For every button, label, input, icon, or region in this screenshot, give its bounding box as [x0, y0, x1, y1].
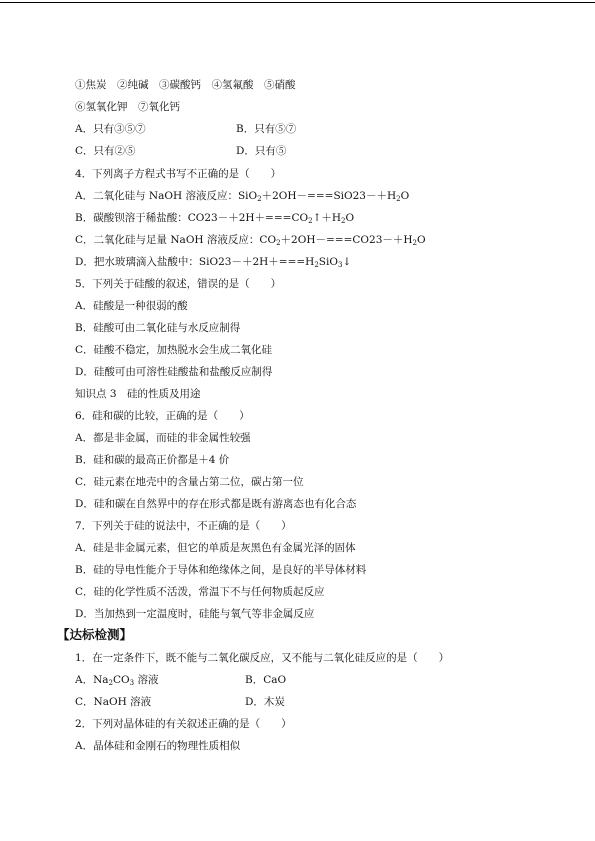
substance-list-line-1: ①焦炭 ②纯碱 ③碳酸钙 ④氢氟酸 ⑤硝酸	[75, 79, 296, 91]
question-4-option-b: B．碳酸钡溶于稀盐酸：$CO23-+2H+===CO_2↑+H_2O$	[75, 212, 355, 225]
question-5-option-d: D．硅酸可由可溶性硅酸盐和盐酸反应制得	[75, 366, 273, 378]
section-heading: 【达标检测】	[57, 627, 133, 642]
question-4-option-d: D．把水玻璃滴入盐酸中：$SiO23-+2H+===H_2SiO_3↓$	[75, 256, 352, 269]
test-question-1-option-c: C．NaOH 溶液	[75, 696, 152, 708]
test-question-1-stem: 1．在一定条件下，既不能与二氧化碳反应，又不能与二氧化硅反应的是（ ）	[75, 652, 450, 664]
option-d: D．只有⑤	[236, 145, 287, 157]
question-6-option-b: B．硅和碳的最高正价都是＋4 价	[75, 454, 230, 466]
question-5-stem: 5．下列关于硅酸的叙述，错误的是（ ）	[75, 278, 282, 290]
question-4-option-c: C．二氧化硅与足量 NaOH 溶液反应：$CO_2+2OH-===CO23-+H_2O$	[75, 234, 426, 247]
question-7-option-b: B．硅的导电性能介于导体和绝缘体之间，是良好的半导体材料	[75, 564, 367, 576]
question-6-option-d: D．硅和碳在自然界中的存在形式都是既有游离态也有化合态	[75, 498, 357, 510]
option-c: C．只有②⑤	[75, 145, 136, 157]
question-4-option-a: A．二氧化硅与 NaOH 溶液反应：$SiO_2+2OH-===SiO23-+H_2O$	[75, 190, 410, 203]
test-question-1-option-a: A．$Na_2CO_3$ 溶液	[75, 674, 159, 687]
top-border-line	[0, 2, 595, 3]
question-6-stem: 6．硅和碳的比较，正确的是（ ）	[75, 410, 250, 422]
option-a: A．只有③⑤⑦	[75, 123, 146, 135]
question-5-option-c: C．硅酸不稳定，加热脱水会生成二氧化硅	[75, 344, 273, 356]
test-question-1-option-d: D．木炭	[245, 696, 285, 708]
question-5-option-b: B．硅酸可由二氧化硅与水反应制得	[75, 322, 241, 334]
option-b: B．只有⑤⑦	[236, 123, 297, 135]
question-7-stem: 7．下列关于硅的说法中，不正确的是（ ）	[75, 520, 292, 532]
question-7-option-d: D．当加热到一定温度时，硅能与氧气等非金属反应	[75, 608, 315, 620]
question-6-option-c: C．硅元素在地壳中的含量占第二位，碳占第一位	[75, 476, 304, 488]
test-question-2-option-a: A．晶体硅和金刚石的物理性质相似	[75, 740, 241, 752]
test-question-1-option-b: B．CaO	[245, 674, 287, 686]
question-7-option-a: A．硅是非金属元素，但它的单质是灰黑色有金属光泽的固体	[75, 542, 356, 554]
question-4-stem: 4．下列离子方程式书写不正确的是（ ）	[75, 168, 282, 180]
question-6-option-a: A．都是非金属，而硅的非金属性较强	[75, 432, 251, 444]
substance-list-line-2: ⑥氢氧化钾 ⑦氧化钙	[75, 101, 180, 113]
question-7-option-c: C．硅的化学性质不活泼，常温下不与任何物质起反应	[75, 586, 325, 598]
question-5-option-a: A．硅酸是一种很弱的酸	[75, 300, 188, 312]
knowledge-point-heading: 知识点 3 硅的性质及用途	[75, 388, 201, 400]
test-question-2-stem: 2．下列对晶体硅的有关叙述正确的是（ ）	[75, 718, 292, 730]
